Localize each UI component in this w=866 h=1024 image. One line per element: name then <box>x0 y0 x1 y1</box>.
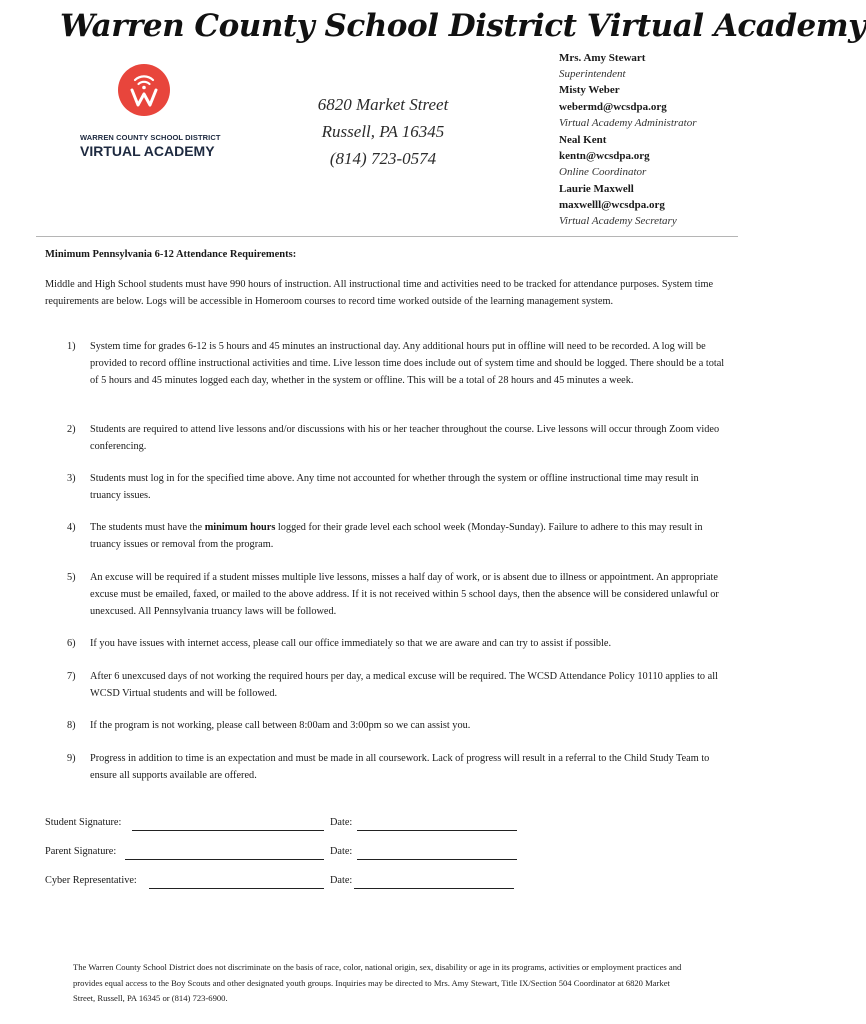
logo-org-text: WARREN COUNTY SCHOOL DISTRICT <box>80 133 221 142</box>
staff-name: Mrs. Amy Stewart <box>559 52 646 64</box>
item-text <box>90 519 730 553</box>
logo-name-text: VIRTUAL ACADEMY <box>80 143 215 159</box>
item-text: Students must log in for the specified time above. Any time not accounted for whether through the system or offline instructional time may result in truancy issues. <box>90 473 699 501</box>
item-text-part: logged for their grade level each school week (Monday-Sunday). Failure to adhere to this may result in truancy issues or removal from the program. <box>90 522 703 550</box>
parent-date-line[interactable] <box>357 859 517 860</box>
item-number: 8) <box>67 720 76 731</box>
cyber-representative-line[interactable] <box>149 888 324 889</box>
staff-name: Neal Kent <box>559 134 607 146</box>
staff-email-link[interactable]: maxwelll@wcsdpa.org <box>559 199 665 211</box>
staff-role: Online Coordinator <box>559 166 647 178</box>
student-date-line[interactable] <box>357 830 517 831</box>
header-divider <box>36 236 738 237</box>
item-text-part: The students must have the <box>90 522 205 533</box>
parent-date-label: Date: <box>330 846 353 857</box>
item-text: After 6 unexcused days of not working the required hours per day, a medical excuse will be required. The WCSD Attendance Policy 10110 applies to all WCSD Virtual students and will be followed. <box>90 671 718 699</box>
staff-email-link[interactable]: webermd@wcsdpa.org <box>559 101 667 113</box>
parent-signature-line[interactable] <box>125 859 324 860</box>
virtual-academy-logo-icon <box>118 64 170 116</box>
requirements-heading: Minimum Pennsylvania 6-12 Attendance Requirements: <box>45 249 297 260</box>
staff-name: Laurie Maxwell <box>559 183 634 195</box>
item-number: 9) <box>67 753 76 764</box>
student-date-label: Date: <box>330 817 353 828</box>
parent-signature-label: Parent Signature: <box>45 846 117 857</box>
item-number: 3) <box>67 473 76 484</box>
item-text: An excuse will be required if a student misses multiple live lessons, misses a half day of work, or is absent due to illness or appointment. An appropriate excuse must be emailed, faxed, or mailed to the above address. If it is not received within 5 school days, then the absence will be considered unlawful or unexcused. All Pennsylvania truancy laws will be followed. <box>90 572 719 617</box>
academy-script-title: Warren County School District Virtual Academy <box>60 8 866 44</box>
staff-role: Superintendent <box>559 68 626 80</box>
nondiscrimination-footer: The Warren County School District does not discriminate on the basis of race, color, national origin, sex, disability or age in its programs, activities or employment practices and provides equal access to the Boy Scouts and other designated youth groups. Inquiries may be directed to Mrs. Amy Stewart, Title IX/Section 504 Coordinator at 6820 Market Street, Russell, PA 16345 or (814) 723-6900. <box>73 962 682 1003</box>
item-text: Progress in addition to time is an expectation and must be made in all coursework. Lack of progress will result in a referral to the Child Study Team to ensure all supports available are offered. <box>90 753 710 781</box>
wifi-w-icon <box>118 64 170 116</box>
item-number: 4) <box>67 522 76 533</box>
item-number: 2) <box>67 424 76 435</box>
cyber-representative-label: Cyber Representative: <box>45 875 137 886</box>
address-street: 6820 Market Street <box>317 95 449 114</box>
item-text: If you have issues with internet access, please call our office immediately so that we are aware and can try to assist if possible. <box>90 638 612 649</box>
item-number: 7) <box>67 671 76 682</box>
item-text: If the program is not working, please call between 8:00am and 3:00pm so we can assist you. <box>90 720 471 731</box>
staff-name: Misty Weber <box>559 84 620 96</box>
address-city: Russell, PA 16345 <box>321 122 445 141</box>
staff-role: Virtual Academy Secretary <box>559 215 677 227</box>
address-phone: (814) 723-0574 <box>329 149 437 168</box>
staff-email-link[interactable]: kentn@wcsdpa.org <box>559 150 650 162</box>
item-text: System time for grades 6-12 is 5 hours and 45 minutes an instructional day. Any additional hours put in offline will need to be recorded. A log will be provided to record offline instructional activities and time. Live lesson time does include out of system time and should be logged. There should be a total of 5 hours and 45 minutes logged each day, whether in the system or offline. This will be a total of 28 hours and 45 minutes a week. <box>90 341 725 386</box>
item-number: 1) <box>67 341 76 352</box>
item-number: 6) <box>67 638 76 649</box>
intro-paragraph: Middle and High School students must have 990 hours of instruction. All instructional time and activities need to be tracked for attendance purposes. System time requirements are below. Logs will be accessible in Homeroom courses to record time worked outside of the learning management system. <box>45 279 714 307</box>
cyber-date-line[interactable] <box>354 888 514 889</box>
cyber-date-label: Date: <box>330 875 353 886</box>
item-text: Students are required to attend live lessons and/or discussions with his or her teacher throughout the course. Live lessons will occur through Zoom video conferencing. <box>90 424 720 452</box>
item-number: 5) <box>67 572 76 583</box>
student-signature-label: Student Signature: <box>45 817 122 828</box>
student-signature-line[interactable] <box>132 830 324 831</box>
staff-role: Virtual Academy Administrator <box>559 117 697 129</box>
minimum-hours-emphasis: minimum hours <box>204 522 276 533</box>
